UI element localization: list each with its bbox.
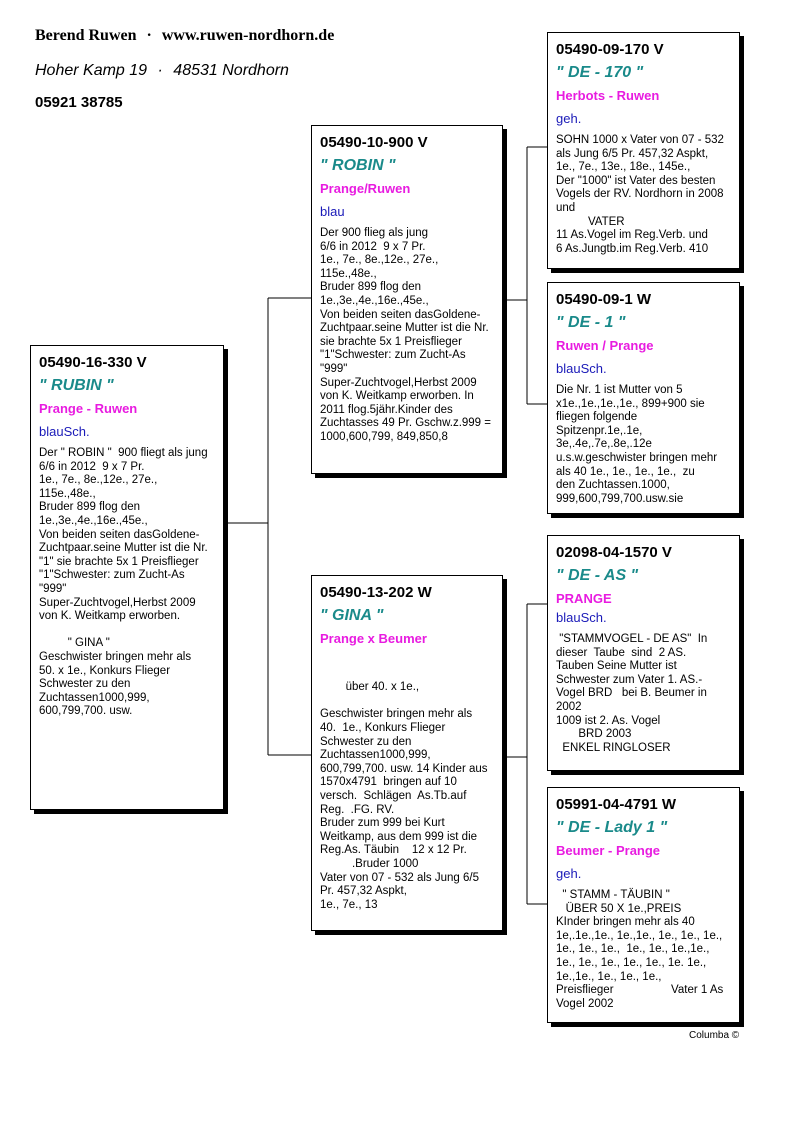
breeder-label: Prange/Ruwen <box>320 181 411 196</box>
breeder-name: Berend Ruwen <box>35 27 137 44</box>
pigeon-description: "STAMMVOGEL - DE AS" In dieser Taube sind 2 AS. Tauben Seine Mutter ist Schwester zum Vater 1. AS.- Vogel BRD bei B. Beumer in 2002 1009 ist 2. As. Vogel BRD 2003 ENKEL RINGLOSER <box>556 633 708 754</box>
pigeon-name: " ROBIN " <box>320 157 396 174</box>
header-separator: · <box>146 27 152 44</box>
ring-number: 05490-13-202 W <box>320 584 432 601</box>
address-separator: · <box>157 62 163 79</box>
pigeon-name: " RUBIN " <box>39 377 114 394</box>
color-label: blauSch. <box>556 361 607 376</box>
pigeon-description: Die Nr. 1 ist Mutter von 5 x1e.,1e.,1e.,1e., 899+900 sie fliegen folgende Spitzenpr.1e,.1e, 3e,.4e,.7e,.8e,.12e u.s.w.geschwister bringen mehr als 40 1e., 1e., 1e., 1e., zu den Zuchtassen.1000, 999,600,799,700.usw.sie <box>556 384 718 505</box>
color-label: geh. <box>556 866 582 881</box>
city: 48531 Nordhorn <box>173 62 289 79</box>
breeder-label: Herbots - Ruwen <box>556 88 660 103</box>
pigeon-name: " DE - 1 " <box>556 314 626 331</box>
pigeon-card-sire-dam <box>547 282 740 514</box>
breeder-label: Prange - Ruwen <box>39 401 138 416</box>
breeder-label: PRANGE <box>556 591 612 606</box>
breeder-phone: 05921 38785 <box>35 94 123 111</box>
pigeon-name: " DE - AS " <box>556 567 639 584</box>
ring-number: 05490-09-170 V <box>556 41 664 58</box>
pigeon-card-subject <box>30 345 224 810</box>
website-link[interactable]: www.ruwen-nordhorn.de <box>161 27 335 44</box>
ring-number: 02098-04-1570 V <box>556 544 672 561</box>
street: Hoher Kamp 19 <box>35 62 148 79</box>
pigeon-name: " DE - Lady 1 " <box>556 819 668 836</box>
pigeon-name: " GINA " <box>320 607 384 624</box>
pigeon-description: über 40. x 1e., Geschwister bringen mehr als 40. 1e., Konkurs Flieger Schwester zu den Zuchtassen1000,999, 600,799,700. usw. 14 Kinder aus 1570x4791 bringen auf 10 versch. Schlägen As.Tb.auf Reg. .FG. RV. Bruder zum 999 bei Kurt Weitkamp, aus dem 999 ist die Reg.As. Täubin 12 x 12 Pr. .Bruder 1000 Vater von 07 - 532 als Jung 6/5 Pr. 457,32 Aspkt, 1e., 7e., 13 <box>320 681 488 911</box>
pigeon-description: Der 900 flieg als jung 6/6 in 2012 9 x 7 Pr. 1e., 7e., 8e.,12e., 27e., 115e.,48e., Bruder 899 flog den 1e.,3e.,4e.,16e.,45e., Von beiden seiten dasGoldene- Zuchtpaar.seine Mutter ist die Nr. sie brachte 5x 1 Preisflieger "1"Schwester: zum Zucht-As "999" Super-Zuchtvogel,Herbst 2009 von K. Weitkamp erworben. In 2011 flog.5jähr.Kinder des Zuchtasses 49 Pr. Gschw.z.999 = 1000,600,799, 849,850,8 <box>320 227 491 443</box>
color-label: blauSch. <box>39 424 90 439</box>
pigeon-card-dam-sire <box>547 535 740 771</box>
ring-number: 05991-04-4791 W <box>556 796 677 813</box>
breeder-label: Ruwen / Prange <box>556 338 654 353</box>
pigeon-description: " STAMM - TÄUBIN " ÜBER 50 X 1e.,PREIS KInder bringen mehr als 40 1e,.1e.,1e., 1e.,1e., 1e., 1e., 1e., 1e., 1e., 1e., 1e., 1e., 1e.,1e., 1e., 1e., 1e., 1e., 1e., 1e. 1e., 1e.,1e., 1e., 1e., 1e., Preisflieger Vater 1 As Vogel 2002 <box>556 889 724 1010</box>
ring-number: 05490-09-1 W <box>556 291 652 308</box>
breeder-label: Beumer - Prange <box>556 843 661 858</box>
pigeon-description: SOHN 1000 x Vater von 07 - 532 als Jung 6/5 Pr. 457,32 Aspkt, 1e., 7e., 13e., 18e., 145e., Der "1000" ist Vater des besten Vogels der RV. Nordhorn in 2008 und VATER 11 As.Vogel im Reg.Verb. und 6 As.Jungtb.im Reg.Verb. 410 <box>556 134 724 255</box>
pigeon-card-sire <box>311 125 503 474</box>
pigeon-description: Der " ROBIN " 900 fliegt als jung 6/6 in 2012 9 x 7 Pr. 1e., 7e., 8e.,12e., 27e., 115e.,48e., Bruder 899 flog den 1e.,3e.,4e.,16e.,45e., Von beiden seiten dasGoldene- Zuchtpaar.seine Mutter ist die Nr. "1" sie brachte 5x 1 Preisflieger "1"Schwester: zum Zucht-As "999" Super-Zuchtvogel,Herbst 2009 von K. Weitkamp erworben. " GINA " Geschwister bringen mehr als 50. x 1e., Konkurs Flieger Schwester zu den Zuchtassen1000,999, 600,799,700. usw. <box>39 447 208 718</box>
footer-credit: Columba © <box>689 1030 740 1041</box>
pigeon-card-dam <box>311 575 503 931</box>
pigeon-name: " DE - 170 " <box>556 64 644 81</box>
color-label: geh. <box>556 111 582 126</box>
pigeon-card-dam-dam <box>547 787 740 1023</box>
pigeon-card-sire-sire <box>547 32 740 269</box>
color-label: blau <box>320 204 345 219</box>
breeder-label: Prange x Beumer <box>320 631 427 646</box>
ring-number: 05490-10-900 V <box>320 134 428 151</box>
color-label: blauSch. <box>556 610 607 625</box>
ring-number: 05490-16-330 V <box>39 354 147 371</box>
